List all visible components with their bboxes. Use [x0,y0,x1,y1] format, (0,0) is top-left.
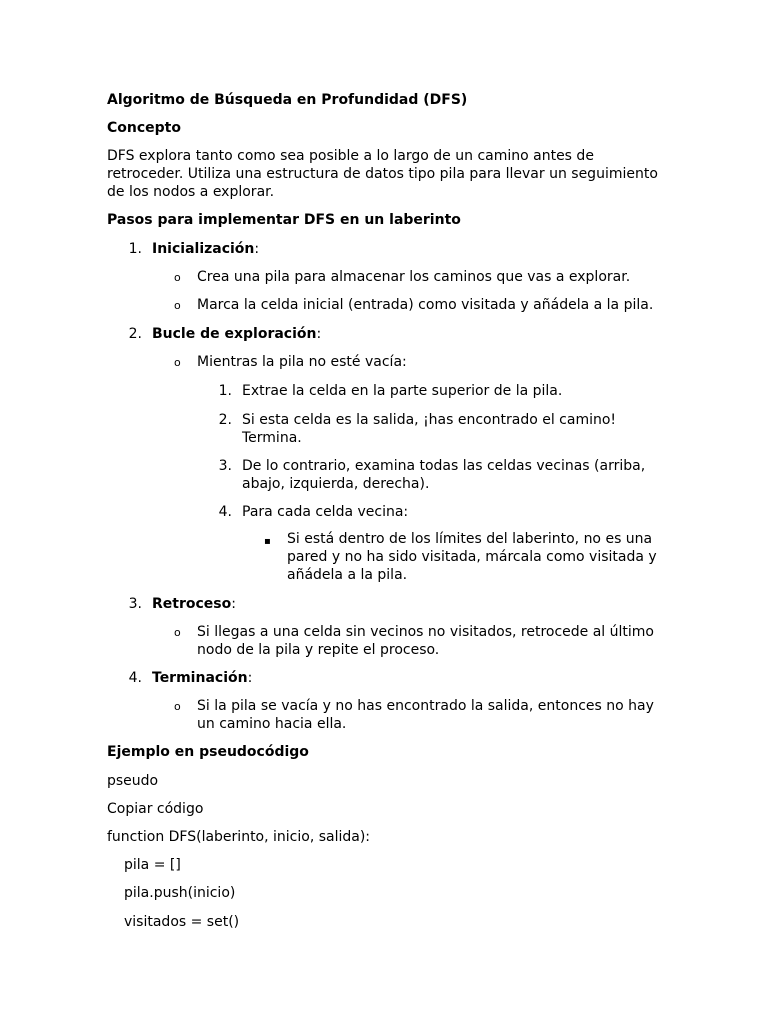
step-title-line [152,325,321,343]
step-title-line [152,669,252,687]
square-bullet-text: pared y no ha sido visitada, márcala como visitada y [287,549,657,565]
example-heading: Ejemplo en pseudocódigo [107,744,309,760]
square-bullet-icon: ▪ [264,536,271,547]
circle-bullet-icon: o [174,700,181,713]
step-title: Retroceso [152,596,232,612]
step-title-suffix: : [254,241,260,257]
sub-step-number: 2. [218,412,232,428]
step-title-line [152,240,259,258]
circle-bullet-icon: o [174,626,181,639]
step-title: Terminación [152,670,248,686]
bullet-text: Crea una pila para almacenar los caminos que vas a explorar. [197,269,631,285]
step-number: 3. [128,596,142,612]
bullet-text: Si llegas a una celda sin vecinos no visitados, retrocede al último [197,624,654,640]
sub-step-text: De lo contrario, examina todas las celdas vecinas (arriba, [242,458,646,474]
sub-step-number: 1. [218,383,232,399]
circle-bullet-icon: o [174,356,181,369]
code-line: pila.push(inicio) [124,885,236,901]
concept-line: de los nodos a explorar. [107,184,275,200]
bullet-text: Mientras la pila no esté vacía: [197,354,407,370]
step-number: 4. [128,670,142,686]
step-title-suffix: : [247,670,253,686]
step-title-suffix: : [316,326,322,342]
code-language-label: pseudo [107,773,159,789]
square-bullet-text: añádela a la pila. [287,567,408,583]
square-bullet-text: Si está dentro de los límites del laberinto, no es una [287,531,653,547]
sub-step-text: Extrae la celda en la parte superior de la pila. [242,383,563,399]
sub-step-number: 4. [218,504,232,520]
step-number: 1. [128,241,142,257]
bullet-text: Marca la celda inicial (entrada) como visitada y añádela a la pila. [197,297,654,313]
sub-step-text: Si esta celda es la salida, ¡has encontrado el camino! [242,412,617,428]
concept-line: DFS explora tanto como sea posible a lo largo de un camino antes de [107,148,594,164]
document-title: Algoritmo de Búsqueda en Profundidad (DFS) [107,92,468,108]
step-title-suffix: : [231,596,236,612]
bullet-text: un camino hacia ella. [197,716,347,732]
steps-heading: Pasos para implementar DFS en un laberinto [107,212,461,228]
code-line: pila = [] [124,857,181,873]
step-title: Bucle de exploración [152,326,317,342]
step-title: Inicialización [152,241,255,257]
circle-bullet-icon: o [174,299,181,312]
step-title-line [152,595,236,613]
sub-step-text: abajo, izquierda, derecha). [242,476,430,492]
circle-bullet-icon: o [174,271,181,284]
concept-heading: Concepto [107,120,181,136]
bullet-text: nodo de la pila y repite el proceso. [197,642,440,658]
code-line: visitados = set() [124,914,240,930]
copy-code-button[interactable]: Copiar código [107,801,204,817]
bullet-text: Si la pila se vacía y no has encontrado la salida, entonces no hay [197,698,654,714]
concept-line: retroceder. Utiliza una estructura de datos tipo pila para llevar un seguimiento [107,166,658,182]
sub-step-text: Termina. [242,430,302,446]
sub-step-text: Para cada celda vecina: [242,504,409,520]
code-line: function DFS(laberinto, inicio, salida): [107,829,371,845]
sub-step-number: 3. [218,458,232,474]
step-number: 2. [128,326,142,342]
